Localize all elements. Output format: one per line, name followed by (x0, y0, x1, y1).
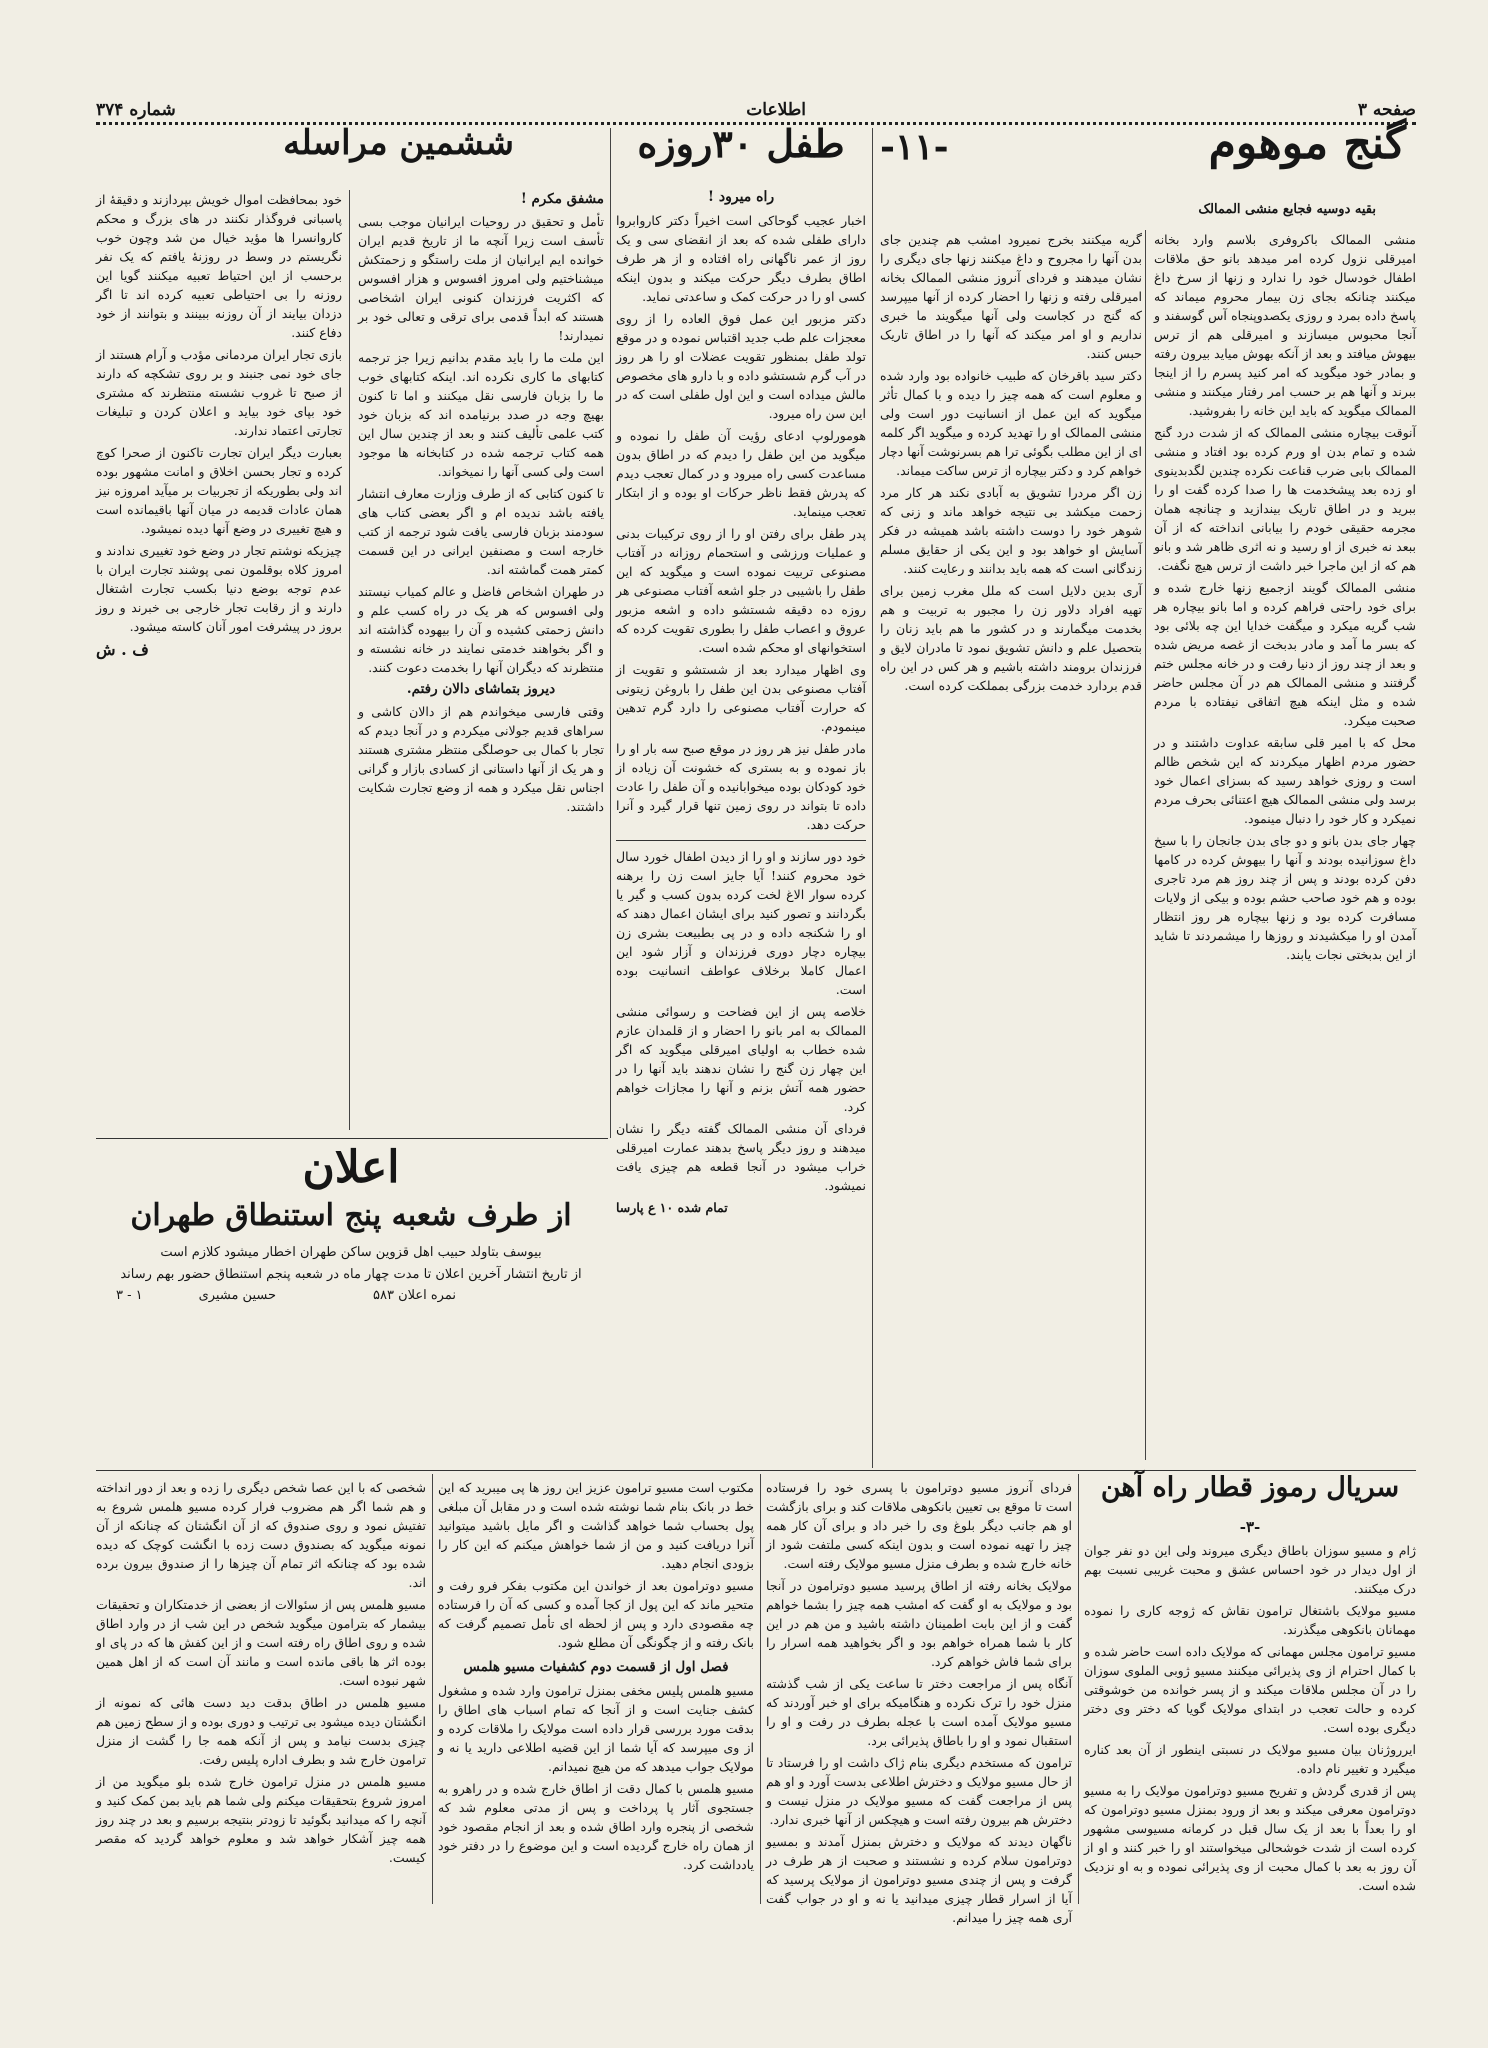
inner-divider (1145, 230, 1146, 1460)
paragraph: چیزیکه نوشتم تجار در وضع خود تغییری ندادند و امروز کلاه بوقلمون نمی پوشند تجارت ایران با عدم توجه بوضع دنیا بکسب تجارت اشتغال دارند و از رقابت تجار خارجی بی خبرند و روز بروز در پیشرفت امور آنان کاسته میشود. (96, 543, 342, 634)
paragraph: ژام و مسیو سوزان باطاق دیگری میروند ولی این دو نفر جوان از اول دیدار در خود احساس عشق و محبت غریبی نسبت بهم درک میکنند. (1084, 1543, 1416, 1596)
paragraph: بعبارت دیگر ایران تجارت تاکنون از صحرا کوچ کرده و تجار بحسن اخلاق و امانت مشهور بوده اند ولی بطوریکه از تجربیات بر میآید امروزه نیز همان عادات قدیمه در میان آنها باقیمانده است و هیچ تغییری در وضع آنها دیده نمیشود. (96, 445, 342, 536)
official-notice (96, 1142, 606, 1342)
paragraph: شخصی که با این عصا شخص دیگری را زده و بعد از دور انداخته و هم شما اگر هم مضروب فرار کرده مسیو هلمس شروع به تفتیش نمود و روی صندوق که از آن انگشتان که چنانکه از آن نمونه میگوید که بصندوق دست زده با انگشت کوچک که دیده شده بود که چنانکه اثر تمام آن چیزها را از صندوق بیرون برده اند. (96, 1480, 426, 1590)
paragraph: وی اظهار میدارد بعد از شستشو و تقویت از آفتاب مصنوعی بدن این طفل را باروغن زیتونی که حرارت آفتاب مصنوعی را دارد گرم تدهین مینمودم. (616, 662, 866, 734)
column-divider (760, 1474, 761, 1904)
paragraph: دکتر مزبور این عمل فوق العاده را از روی معجزات علم طب جدید اقتباس نموده و در موقع تولد طفل بمنظور تقویت عضلات او را هر روز در آب گرم شستشو داده و با دارو های مخصوص مالش میداده است و این اول طفلی است که در این سن راه میرود. (616, 311, 866, 421)
paragraph: آنوقت بیچاره منشی الممالک که از شدت درد گنج شده و تمام بدن او ورم کرده بود افتاد و منشی الممالک بابی ضرب قناعت نکرده چندین لگدبدینوی او زده بعد پیشخدمت ها را صدا کرده گفت او را ببرید و در اطاق تاریک بیندازید و چنانچه همان مجرمه حقیقی خودم را بیابانی انداخته که از آن ببعد نه خبری از او رسید و نه اثری ظاهر شد و بانو هم که از این ماجرا خبر داشت از ترس هیچ نگفت. (1154, 425, 1416, 573)
paragraph: در طهران اشخاص فاضل و عالم کمیاب نیستند ولی افسوس که هر یک در راه کسب علم و دانش زحمتی کشیده و آن را بیهوده گذاشته اند و اگر بخواهند خدمتی نمایند در خانه نشسته و منتظرند که دیگران آنها را بخدمت دعوت کنند. (358, 584, 604, 675)
serial-continued-column (438, 1478, 754, 1904)
tefl-title: طفل ۳۰روزه (637, 121, 845, 166)
paragraph: زن اگر مردرا تشویق به آبادی نکند هر کار مرد زحمت میکشد بی نتیجه خواهد ماند و زنی که شوهر خود را دوست داشته باشد همیشه در فکر آسایش او خواهد بود و این یکی از حقایق مسلم زندگانی است که همه باید بدانند و رعایت کنند. (880, 485, 1142, 576)
ganj-title: گنج موهوم (1208, 118, 1406, 169)
newspaper-name: اطلاعات (746, 100, 806, 120)
morasele-salutation: مشفق مکرم ! (520, 191, 604, 207)
paragraph: مادر طفل نیز هر روز در موقع صبح سه بار او را باز نموده و به بستری که خشونت آن زیاده از خود کودکان بوده میخوابانیده و آن طفل را عادت داده تا بتواند در روی زمین تنها قرار گیرد و آنرا حرکت دهد. (616, 741, 866, 832)
paragraph: آری بدین دلایل است که ملل مغرب زمین برای تهیه افراد دلاور زن را مجبور به تربیت و هم بخدمت میگمارند و در کشور ما هم باید زنان را بتحصیل علم و دانش تشویق نمود تا مادران لایق و فرزندان برومند داشته باشیم و هر کس در این راه قدم بردارد خدمت بزرگی بمملکت کرده است. (880, 583, 1142, 693)
serial-part: -۳- (1239, 1518, 1261, 1536)
paragraph: مکتوب است مسیو ترامون عزیز این روز ها پی میبرید که این خط در بانک بنام شما نوشته شده است و در مقابل آن مبلغی پول بحساب شما خواهد گذاشت و اگر مایل باشید میتوانید آنرا دریافت کنید و من از شما خواهش میکنم که این کار را بزودی انجام دهید. (438, 1480, 754, 1571)
paragraph: محل که با امیر قلی سابقه عداوت داشتند و در حضور مردم اظهار میکردند که این شخص ظالم است و روزی خواهد رسید که بسزای اعمال خود برسد ولی منشی الممالک هیچ اعتنائی بحرف مردم نمیکرد و کار خود را دنبال مینمود. (1154, 735, 1416, 826)
notice-subtitle: از طرف شعبه پنج استنطاق طهران (130, 1198, 572, 1233)
paragraph: فرداى آنروز مسيو دوترامون با پسرى خود را فرستاده است تا موقع بی تعیین بانکوهی ملاقات کند و برای بازگشت او هم جانب دیگر بلوغ وی را خبر داد و برای آن کار همه چیز را تهیه نموده است و بدون اینکه کسی ملتفت شود از خانه خارج شده و بطرف منزل مسیو مولایک رفته است. (766, 1480, 1072, 1571)
serial-continued-column (766, 1478, 1072, 1925)
tefl-article (616, 121, 866, 1464)
paragraph: هومورلوپ ادعای رؤیت آن طفل را نموده و میگوید من این طفل را دیدم که در اطاق بدون مساعدت کسی راه میرود و در کمال تعجب دیدم که پدرش فقط ناظر حرکات او بوده و از ابتکار تعجب مینماید. (616, 428, 866, 519)
article-end-note: تمام شده ۱۰ ع پارسا (616, 1200, 728, 1215)
morasele-article (96, 123, 604, 1134)
paragraph: خود دور سازند و او را از دیدن اطفال خورد سال خود محروم کنند! آیا جایز است زن را برهنه کرده سوار الاغ لخت کرده بدون کسب و گیر یا بگردانند و تصور کنید برای ایشان اعمال دهند که او را شکنجه داده و در پی بطبیعت بشری زن بیچاره دچار دوری فرزندان و آزار شود این اعمال کاملا برخلاف عواطف انسانیت بوده است. (616, 849, 866, 997)
page-label: صفحه ۳ (1357, 100, 1416, 120)
ganj-col-left (880, 230, 1142, 698)
paragraph: مسیو هلمس با کمال دقت از اطاق خارج شده و در راهرو به جستجوی آثار پا پرداخت و پس از مدتی معلوم شد که شخصی از پنجره وارد اطاق شده و بعد از انجام مقصود خود از همان راه خارج گردیده است و این موضوع را در دفتر خود یادداشت کرد. (438, 1781, 754, 1872)
paragraph: خود بمحافظت اموال خویش بپردازند و دقیقهٔ از پاسبانی فروگذار نکنند در های بزرگ و محکم کاروانسرا ها مؤید خیال من شد وچون خوب نگریستم در وسط در روزنهٔ یافتم که یک نفر برحسب از این احتیاط تعبیه میکنند گویا این روزنه را بی احتیاطی تعبیه کرده اند تا اگر دزدان بیایند از آن روزنه ببینند و بتوانند از خود دفاع کنند. (96, 192, 342, 340)
ganj-episode: -۱۱- (880, 126, 949, 168)
notice-code: ۱ - ۳ (116, 1288, 143, 1303)
paragraph: فردای آن منشی الممالک گفته دیگر را نشان میدهند و روز دیگر پاسخ بدهند عمارت امیرقلی خراب میشود در آنجا قطعه هم چیزی یافت نمیشود. (616, 1121, 866, 1193)
morasele-col-right (358, 190, 604, 819)
notice-signer: حسین مشیری (198, 1288, 276, 1303)
notice-line: بیوسف بتاولد حبیب اهل قزوین ساکن طهران اخطار میشود کلازم است (160, 1245, 542, 1260)
paragraph: مسیو هلمس پس از سئوالات از بعضی از خدمتکاران و تحقیقات بیشمار که بترامون میگوید شخص در این شب از در وارد اطاق شده و روی اطاق راه رفته است و از این کفش ها که در پای او بوده اثر ها باقی مانده است و مانند آن است که از اهل همین شهر نبوده است. (96, 1597, 426, 1688)
paragraph: ترامون که مستخدم دیگری بنام ژاک داشت او را فرستاد تا از حال مسیو مولایک و دخترش اطلاعی بدست آورد و او هم پس از مراجعت گفت که مسیو مولایک در منزل نیست و دخترش هم بیرون رفته است و هیچکس از آنها خبری ندارد. (766, 1755, 1072, 1827)
paragraph: تأمل و تحقیق در روحیات ایرانیان موجب بسی تأسف است زیرا آنچه ما از تاریخ قدیم ایران خوانده ایم ایرانیان از ملت راستگو و زحمتکش میشناختیم ولی امروز افسوس و هزار افسوس که اکثریت فرزندان کنونی ایران اشخاصی هستند که ابداً قدمی برای ترقی و تعالی خود بر نمیدارند! (358, 214, 604, 343)
serial-continued-column (96, 1478, 426, 1904)
inner-divider (349, 190, 350, 1130)
serial-title: سریال رموز قطار راه آهن (1100, 1472, 1400, 1503)
paragraph: تا کنون کتابی که از طرف وزارت معارف انتشار یافته باشد ندیده ام و اگر بعضی کتاب های سودمند بزبان فارسی یافت شود ترجمه از کتب خارجه است و مصنفین ایرانی در این قسمت کمتر همت گماشته اند. (358, 486, 604, 577)
column-divider (432, 1474, 433, 1904)
paragraph: مسیو مولایک باشتغال ترامون نقاش که ژوجه کاری را نموده مهمانان بانکوهی میگذرند. (1084, 1603, 1416, 1637)
bottom-section-rule (96, 1470, 1416, 1471)
ganj-col-right (1154, 230, 1416, 967)
paragraph: آنگاه پس از مراجعت دختر تا ساعت یکی از شب گذشته منزل خود را ترک نکرده و هنگامیکه برای او خبر آوردند که مسیو مولایک آمده است با عجله بطرف در رفت و او را استقبال نمود و او را باطاق پذیرائی برد. (766, 1676, 1072, 1748)
author-signature: ف . ش (96, 640, 149, 659)
paragraph: خلاصه پس از این فضاحت و رسوائی منشی الممالک به امر بانو را احضار و از قلمدان عازم شده خطاب به اولیای امیرقلی میگوید که اگر این چهار زن گنج را نشان ندهند باید آنها را در حضور همه آتش بزنم و آنها را مجازات خواهم کرد. (616, 1004, 866, 1114)
serial-article (1084, 1472, 1416, 1904)
paragraph: منشی الممالک باکروفری بلاسم وارد بخانه امیرقلی نزول کرده امر میدهد بانو حق ملاقات اطفال خودسال خود را ندارد و زنها از سرخ داغ میکنند چنانکه بجای زن بیمار محروم میماند که پاسخ داده بمرد و روزی یکصدوپنجاه آس گوسفند و آنجا محبوس میسازند و امیرقلی هم از ترس بیهوش میافتد و بعد از آنکه بهوش میاید بیرون رفته و بمادر خود میگوید که امر کنید پسرم را از اینجا ببرند و آنها هم بر حسب امر رفتار میکنند و منشی الممالک میگوید که باید این خانه را بفروشید. (1154, 232, 1416, 418)
paragraph: وقتی فارسی میخواندم هم از دالان کاشی و سراهای قدیم جولانی میکردم و در آنجا دیدم که تجار با کمال بی حوصلگی منتظر مشتری هستند و هر یک از آنها داستانی از کسادی بازار و گرانی اجناس نقل میکرد و همه از وضع تجارت شکایت داشتند. (358, 704, 604, 814)
paragraph: مولایک بخانه رفته از اطاق پرسید مسیو دوترامون در آنجا بود و مولایک به او گفت که امشب همه چیز را بشما خواهم گفت و از این بابت اطمینان داشته باشید و من هم در این کار با شما همراه خواهم بود و اگر بخواهید همه اسرار را برای شما فاش خواهم کرد. (766, 1578, 1072, 1669)
column-divider (872, 128, 873, 1468)
tefl-subtitle: راه میرود ! (707, 189, 775, 205)
morasele-col-left (96, 190, 342, 659)
paragraph: ایرروژنان بیان مسیو مولایک در نسبتی اینطور از آن بعد کناره میگیرد و تغییر نام داده. (1084, 1742, 1416, 1776)
paragraph: ناگهان دیدند که مولایک و دخترش بمنزل آمدند و بمسیو دوترامون سلام کرده و نشستند و صحبت از هر طرف در گرفت و پس از چندی مسیو دوترامون از مولایک پرسید که آیا از اسرار قطار چیزی میدانید یا نه و او در جواب گفت آری همه چیز را میدانم. (766, 1834, 1072, 1925)
ganj-title-block (880, 118, 1416, 200)
ganj-article (880, 118, 1416, 1464)
column-divider (610, 128, 611, 1138)
notice-number: نمره اعلان ۵۸۳ (372, 1288, 456, 1303)
paragraph: چهار جای بدن بانو و دو جای بدن جانجان را با سیخ داغ سوزانیده بودند و آنها را بیهوش کرده در کامها دفن کرده بودند و پس از چند روز هم مرد تاجری بوده و هم خود صاحب حشم بوده و بیکی از ولایات مسافرت کرده بود و زنها بیچاره هر روز انتظار آمدن او را میکشیدند و روزها را میشمردند تا شاید از این بدبختی نجات یابند. (1154, 833, 1416, 962)
column-divider (1078, 1474, 1079, 1904)
paragraph: مسیو دوترامون بعد از خواندن این مکتوب بفکر فرو رفت و متحیر ماند که این پول از کجا آمده و کسی که آن را فرستاده چه مقصودی دارد و پس از لحظه ای تأمل تصمیم گرفت که بانک رفته و از چگونگی آن مطلع شود. (438, 1578, 754, 1650)
notice-footer (96, 1288, 606, 1310)
paragraph: پس از قدری گردش و تفریح مسیو دوترامون مولایک را به مسیو دوترامون معرفی میکند و بعد از ورود بمنزل مسیو دوترامون که او را بعداً با بعد از یک سال قبل در کرمانه مسیوسی مشهور کرده است از شدت خوشحالی میخواستند او را خبر کنند و او از آن روز به بعد با کمال محبت از وی پذیرائی نموده و به او نزدیک شده است. (1084, 1783, 1416, 1893)
notice-line: از تاریخ انتشار آخرین اعلان تا مدت چهار ماه در شعبه پنجم استنطاق حضور بهم رساند (120, 1267, 582, 1282)
paragraph: مسیو ترامون مجلس مهمانی که مولایک داده است حاضر شده و با کمال احترام از وی پذیرائی میکنند مسیو ژوبی الملوی سوزان را در آن مجلس ملاقات میکند و از پسر خوانده من خوشوقتی کرده و حالت تعجب در ابتدای مولایک گویا که دختر وی دختر دیگری بوده است. (1084, 1644, 1416, 1735)
paragraph: دکتر سید باقرخان که طبیب خانواده بود وارد شده و معلوم است که همه چیز را دیده و با کمال تأثر میگوید که این عمل از انسانیت دور است ولی منشی الممالک او را تهدید کرده و میگوید اگر کلمه ای از این مطلب بگوئی ترا هم بسرنوشت آنها دچار خواهم کرد و دکتر بیچاره از ترس ساکت میماند. (880, 368, 1142, 478)
paragraph: مسیو هلمس در اطاق بدقت دید دست هائی که نمونه از انگشتان دیده میشود بی ترتیب و دوری بوده و از سطح زمین هم چیزی بدست نیامد و پس از آنکه همه جا را گشت از منزل ترامون خارج شد و بطرف اداره پلیس رفت. (96, 1695, 426, 1767)
chapter-heading: فصل اول از قسمت دوم کشفیات مسیو هلمس (463, 1659, 729, 1675)
ad-top-rule (96, 1138, 608, 1139)
morasele-title: ششمین مراسله (283, 123, 514, 163)
paragraph: بازی تجار ایران مردمانی مؤدب و آرام هستند از جای خود نمی جنبند و بر روی تشکچه که دارند از صبح تا غروب نشسته منتظرند که مشتری خود بپای خود بیاید و اعلان کردن و تبلیغات تجارتی اعتماد ندارند. (96, 347, 342, 438)
ganj-subtitle: بقیه دوسیه فجایع منشی الممالک (1198, 202, 1376, 217)
paragraph: مسیو هلمس در منزل ترامون خارج شده بلو میگوید من از امروز شروع بتحقیقات میکنم ولی شما هم باید بمن کمک کنید و آنچه را که میدانید بگوئید تا زودتر بنتیجه برسیم و بعد در چند روز همه چیز آشکار خواهد شد و معلوم خواهد گردید که مقصر کیست. (96, 1774, 426, 1865)
section-divider (616, 840, 866, 841)
issue-label: شماره ۳۷۴ (96, 100, 176, 120)
paragraph: گریه میکنند بخرج نمیرود امشب هم چندین جای بدن آنها را مجروح و داغ میکنند زنها جای دیگری را نشان میدهند و فردای آنروز منشی الممالک بخانه امیرقلی رفته و زنها را احضار کرده از آنها میپرسد که گنج در کجاست ولی آنها میگویند ما خبری نداریم و او امر میکند که آنها را در اطاق تاریک حبس کنند. (880, 232, 1142, 361)
paragraph: منشی الممالک گویند ازجمیع زنها خارج شده و برای خود راحتی فراهم کرده و اما بانو بیچاره هر شب گریه میکرد و میگفت خدایا این چه بلائی بود که بسر ما آمد و مادر بدبخت از غصه مریض شده و بعد از چند روز از دنیا رفت و در خانه مجلس ختم گرفتند و منشی الممالک هم در آن مجلس حاضر شده و مثل اینکه هیچ اتفاقی نیفتاده با مردم صحبت میکرد. (1154, 580, 1416, 728)
paragraph: مسیو هلمس پلیس مخفی بمنزل ترامون وارد شده و مشغول کشف جنایت است و از آنجا که تمام اسباب های اطاق را بدقت مورد بررسی قرار داده است مولایک را ملاقات کرده و از وی میپرسد که آیا شما از این قضیه اطلاعی دارید یا نه و مولایک جواب میدهد که من هیچ نمیدانم. (438, 1683, 754, 1774)
morasele-subheading: دیروز بتماشای دالان رفتم. (406, 681, 556, 697)
notice-title: اعلان (302, 1142, 400, 1193)
paragraph: این ملت ما را باید مقدم بدانیم زیرا جز ترجمه کتابهای ما کاری نکرده اند. اینکه کتابهای خوب ما را بزبان فارسی نقل میکنند و اما تا کنون بهیچ وجه در صدد برنیامده اند که بزبان خود کتب علمی تألیف کنند و بعد از چندین سال این همه کتاب ترجمه شده در کتابخانه ها موجود است ولی کسی آنها را نمیخواند. (358, 350, 604, 479)
paragraph: پدر طفل برای رفتن او را از روی ترکیبات بدنی و عملیات ورزشی و استحمام روزانه در آفتاب مصنوعی تربیت نموده است و میگوید که این طفل را باشیبی در جلو اشعه آفتاب مصنوعی هر روزه ده دقیقه شستشو داده و اشعه مزبور عروق و اعصاب طفل را بطوری تقویت کرده که استخوانهای او محکم شده است. (616, 526, 866, 655)
paragraph: اخبار عجیب گوحاکی است اخیراً دکتر کاروابروا دارای طفلی شده که بعد از انقضای سی و یک روز از عمر ناگهانی راه افتاده و از هر طرف اطاق بطرف دیگر حرکت میکند و بدون اینکه کسی او را در حرکت کمک و ساعدتی نماید. (616, 213, 866, 304)
